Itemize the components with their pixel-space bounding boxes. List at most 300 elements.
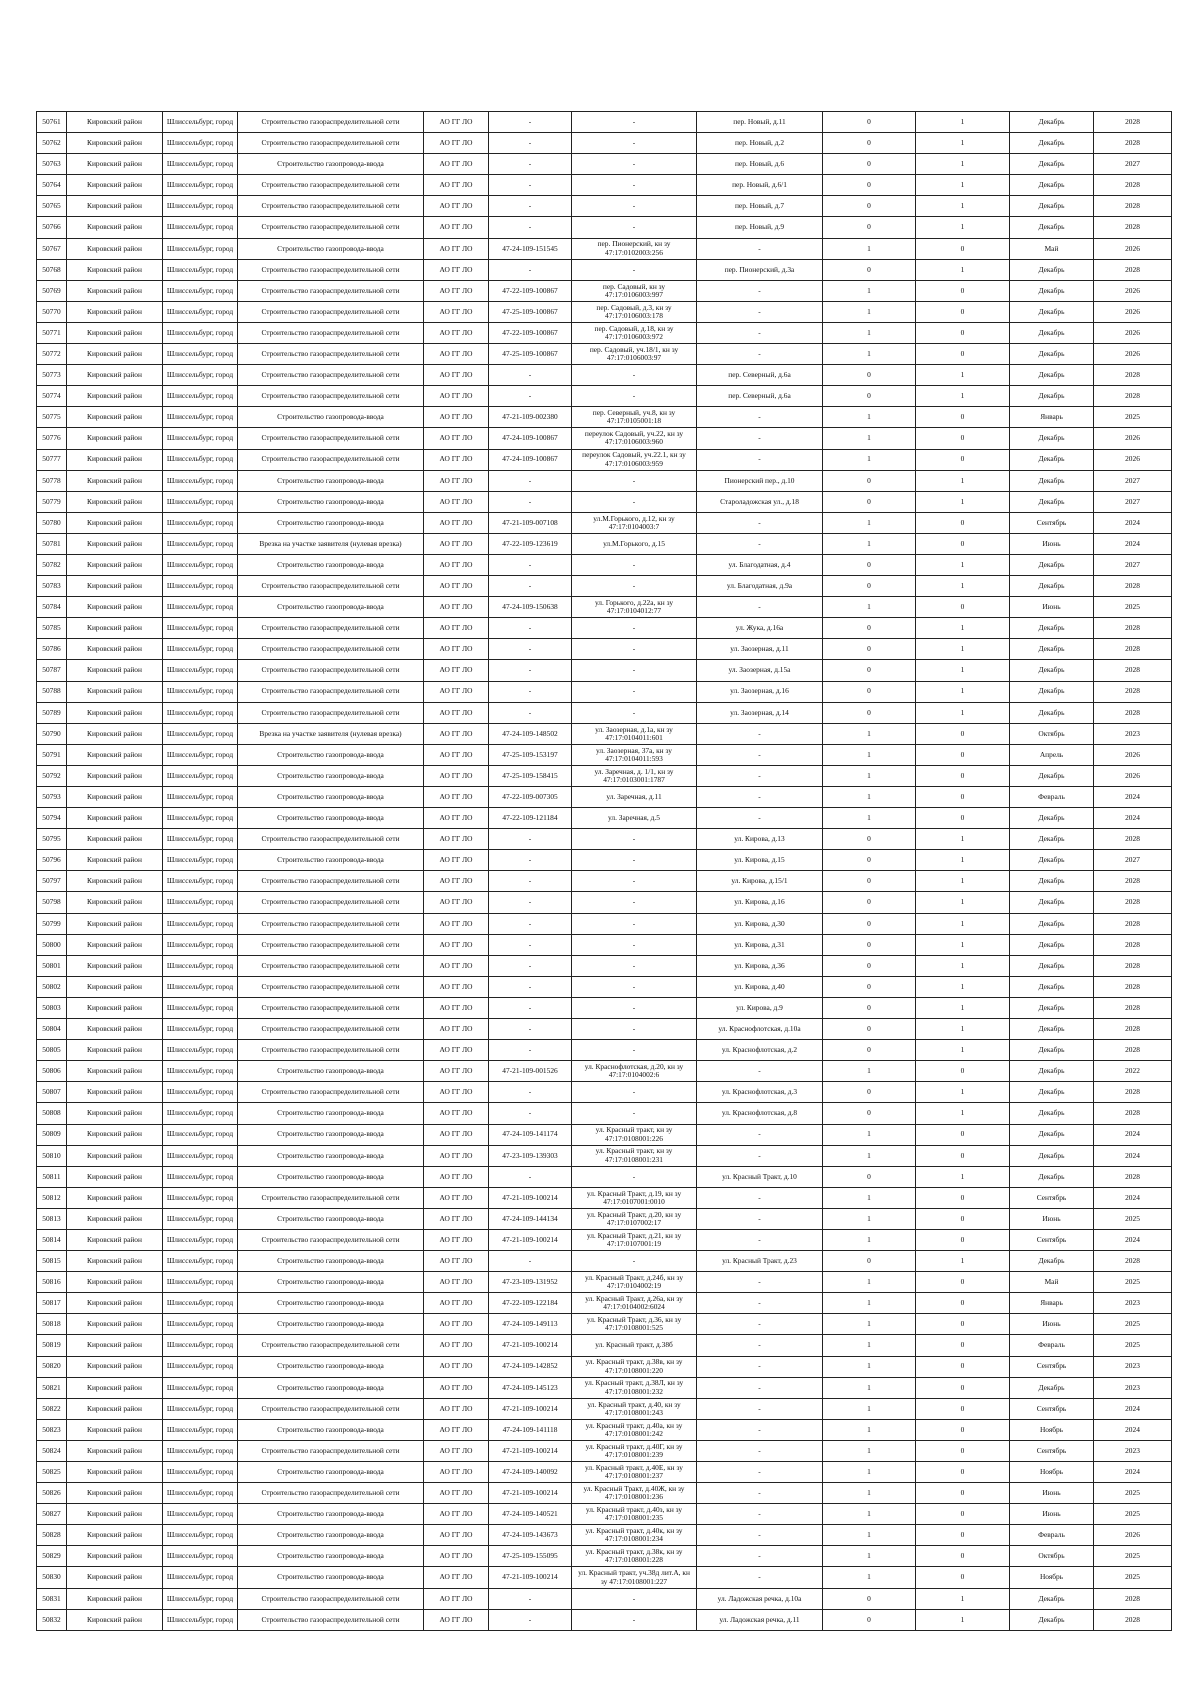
indicator-b-cell: 1 — [916, 259, 1010, 280]
district-cell: Кировский район — [67, 639, 163, 660]
permit-number-cell: 47-25-109-153197 — [489, 744, 572, 765]
row-id-cell: 50782 — [37, 554, 67, 575]
address-cell: ул. Кирова, д.16 — [697, 892, 823, 913]
work-type-cell: Строительство газораспределительной сети — [238, 365, 424, 386]
work-type-cell: Врезка на участке заявителя (нулевая врезка) — [238, 533, 424, 554]
address-cell: - — [697, 322, 823, 343]
month-cell: Декабрь — [1010, 1019, 1094, 1040]
plot-cadastral-cell: - — [572, 554, 697, 575]
month-cell: Декабрь — [1010, 702, 1094, 723]
work-type-cell: Строительство газораспределительной сети — [238, 133, 424, 154]
table-row — [37, 259, 1172, 280]
permit-number-cell: 47-21-109-100214 — [489, 1229, 572, 1250]
permit-number-cell: - — [489, 386, 572, 407]
address-cell: - — [697, 1419, 823, 1440]
year-cell: 2025 — [1094, 1567, 1172, 1588]
table-row — [37, 386, 1172, 407]
organization-cell: АО ГГ ЛО — [424, 280, 489, 301]
work-type-cell: Строительство газораспределительной сети — [238, 449, 424, 470]
indicator-b-cell: 0 — [916, 512, 1010, 533]
indicator-a-cell: 0 — [823, 660, 916, 681]
table-row — [37, 787, 1172, 808]
plot-cadastral-cell: - — [572, 491, 697, 512]
indicator-a-cell: 1 — [823, 723, 916, 744]
year-cell: 2024 — [1094, 1187, 1172, 1208]
address-cell: пер. Новый, д.6 — [697, 154, 823, 175]
permit-number-cell: 47-23-109-131952 — [489, 1272, 572, 1293]
organization-cell: АО ГГ ЛО — [424, 1525, 489, 1546]
table-row — [37, 365, 1172, 386]
organization-cell: АО ГГ ЛО — [424, 1293, 489, 1314]
work-type-cell: Строительство газораспределительной сети — [238, 1440, 424, 1461]
locality-cell: Шлиссельбург, город — [163, 934, 238, 955]
work-type-cell: Строительство газораспределительной сети — [238, 1082, 424, 1103]
locality-cell: Шлиссельбург, город — [163, 365, 238, 386]
indicator-b-cell: 1 — [916, 681, 1010, 702]
organization-cell: АО ГГ ЛО — [424, 576, 489, 597]
work-type-cell: Строительство газопровода-ввода — [238, 1145, 424, 1166]
organization-cell: АО ГГ ЛО — [424, 787, 489, 808]
indicator-a-cell: 1 — [823, 1293, 916, 1314]
plot-cadastral-cell: - — [572, 112, 697, 133]
locality-cell: Шлиссельбург, город — [163, 154, 238, 175]
year-cell: 2028 — [1094, 386, 1172, 407]
work-type-cell: Строительство газопровода-ввода — [238, 1377, 424, 1398]
permit-number-cell: 47-24-109-140092 — [489, 1462, 572, 1483]
indicator-b-cell: 1 — [916, 1103, 1010, 1124]
year-cell: 2025 — [1094, 1314, 1172, 1335]
permit-number-cell: - — [489, 1040, 572, 1061]
locality-cell: Шлиссельбург, город — [163, 1546, 238, 1567]
permit-number-cell: - — [489, 491, 572, 512]
permit-number-cell: 47-22-109-100867 — [489, 280, 572, 301]
month-cell: Сентябрь — [1010, 1229, 1094, 1250]
organization-cell: АО ГГ ЛО — [424, 871, 489, 892]
row-id-cell: 50832 — [37, 1609, 67, 1630]
month-cell: Декабрь — [1010, 618, 1094, 639]
month-cell: Декабрь — [1010, 112, 1094, 133]
district-cell: Кировский район — [67, 1314, 163, 1335]
year-cell: 2024 — [1094, 1462, 1172, 1483]
locality-cell: Шлиссельбург, город — [163, 259, 238, 280]
indicator-a-cell: 0 — [823, 154, 916, 175]
plot-cadastral-cell: - — [572, 997, 697, 1018]
locality-cell: Шлиссельбург, город — [163, 1398, 238, 1419]
address-cell: ул. Заозерная, д.14 — [697, 702, 823, 723]
district-cell: Кировский район — [67, 1525, 163, 1546]
row-id-cell: 50771 — [37, 322, 67, 343]
month-cell: Февраль — [1010, 1335, 1094, 1356]
district-cell: Кировский район — [67, 976, 163, 997]
organization-cell: АО ГГ ЛО — [424, 1208, 489, 1229]
organization-cell: АО ГГ ЛО — [424, 997, 489, 1018]
indicator-a-cell: 0 — [823, 1019, 916, 1040]
table-row — [37, 407, 1172, 428]
address-cell: - — [697, 723, 823, 744]
address-cell: ул. Заозерная, д.15а — [697, 660, 823, 681]
plot-cadastral-cell: ул. Красный тракт, д.38Л, кн зу 47:17:0108001:232 — [572, 1377, 697, 1398]
month-cell: Декабрь — [1010, 322, 1094, 343]
permit-number-cell: - — [489, 913, 572, 934]
row-id-cell: 50825 — [37, 1462, 67, 1483]
work-type-cell: Строительство газораспределительной сети — [238, 428, 424, 449]
district-cell: Кировский район — [67, 1103, 163, 1124]
plot-cadastral-cell: пер. Северный, уч.8, кн зу 47:17:0105001:18 — [572, 407, 697, 428]
work-type-cell: Врезка на участке заявителя (нулевая врезка) — [238, 723, 424, 744]
locality-cell: Шлиссельбург, город — [163, 1377, 238, 1398]
month-cell: Июнь — [1010, 533, 1094, 554]
plot-cadastral-cell: пер. Садовый, кн зу 47:17:0106003:997 — [572, 280, 697, 301]
indicator-a-cell: 1 — [823, 512, 916, 533]
permit-number-cell: 47-25-109-158415 — [489, 765, 572, 786]
indicator-a-cell: 1 — [823, 1272, 916, 1293]
indicator-a-cell: 0 — [823, 681, 916, 702]
table-row — [37, 1145, 1172, 1166]
address-cell: - — [697, 1356, 823, 1377]
year-cell: 2026 — [1094, 344, 1172, 365]
organization-cell: АО ГГ ЛО — [424, 1251, 489, 1272]
locality-cell: Шлиссельбург, город — [163, 1314, 238, 1335]
indicator-a-cell: 0 — [823, 470, 916, 491]
organization-cell: АО ГГ ЛО — [424, 512, 489, 533]
organization-cell: АО ГГ ЛО — [424, 386, 489, 407]
table-row — [37, 1335, 1172, 1356]
address-cell: - — [697, 1335, 823, 1356]
row-id-cell: 50807 — [37, 1082, 67, 1103]
month-cell: Декабрь — [1010, 1588, 1094, 1609]
month-cell: Декабрь — [1010, 850, 1094, 871]
address-cell: - — [697, 1061, 823, 1082]
month-cell: Декабрь — [1010, 1251, 1094, 1272]
district-cell: Кировский район — [67, 1166, 163, 1187]
table-row — [37, 871, 1172, 892]
table-row — [37, 639, 1172, 660]
district-cell: Кировский район — [67, 1356, 163, 1377]
work-type-cell: Строительство газораспределительной сети — [238, 997, 424, 1018]
month-cell: Январь — [1010, 1293, 1094, 1314]
address-cell: - — [697, 1504, 823, 1525]
locality-cell: Шлиссельбург, город — [163, 1019, 238, 1040]
year-cell: 2028 — [1094, 1082, 1172, 1103]
plot-cadastral-cell: - — [572, 934, 697, 955]
indicator-b-cell: 0 — [916, 1335, 1010, 1356]
year-cell: 2024 — [1094, 1145, 1172, 1166]
month-cell: Декабрь — [1010, 681, 1094, 702]
table-row — [37, 934, 1172, 955]
table-row — [37, 997, 1172, 1018]
indicator-a-cell: 0 — [823, 196, 916, 217]
indicator-b-cell: 1 — [916, 976, 1010, 997]
table-row — [37, 1208, 1172, 1229]
year-cell: 2028 — [1094, 1040, 1172, 1061]
address-cell: - — [697, 1525, 823, 1546]
permit-number-cell: - — [489, 175, 572, 196]
indicator-b-cell: 0 — [916, 428, 1010, 449]
indicator-a-cell: 0 — [823, 1609, 916, 1630]
indicator-a-cell: 1 — [823, 1525, 916, 1546]
row-id-cell: 50766 — [37, 217, 67, 238]
row-id-cell: 50808 — [37, 1103, 67, 1124]
month-cell: Декабрь — [1010, 976, 1094, 997]
month-cell: Декабрь — [1010, 1082, 1094, 1103]
locality-cell: Шлиссельбург, город — [163, 133, 238, 154]
locality-cell: Шлиссельбург, город — [163, 1525, 238, 1546]
month-cell: Декабрь — [1010, 1166, 1094, 1187]
table-row — [37, 238, 1172, 259]
organization-cell: АО ГГ ЛО — [424, 702, 489, 723]
table-row — [37, 1040, 1172, 1061]
indicator-b-cell: 1 — [916, 660, 1010, 681]
indicator-a-cell: 0 — [823, 934, 916, 955]
plot-cadastral-cell: - — [572, 133, 697, 154]
plot-cadastral-cell: ул.М.Горького, д.15 — [572, 533, 697, 554]
permit-number-cell: 47-21-109-001526 — [489, 1061, 572, 1082]
row-id-cell: 50812 — [37, 1187, 67, 1208]
indicator-b-cell: 0 — [916, 1124, 1010, 1145]
address-cell: - — [697, 597, 823, 618]
indicator-a-cell: 1 — [823, 533, 916, 554]
month-cell: Февраль — [1010, 787, 1094, 808]
work-type-cell: Строительство газопровода-ввода — [238, 407, 424, 428]
permit-number-cell: - — [489, 829, 572, 850]
year-cell: 2028 — [1094, 259, 1172, 280]
locality-cell: Шлиссельбург, город — [163, 512, 238, 533]
year-cell: 2023 — [1094, 1356, 1172, 1377]
organization-cell: АО ГГ ЛО — [424, 1145, 489, 1166]
indicator-b-cell: 0 — [916, 1440, 1010, 1461]
address-cell: ул. Кирова, д.15/1 — [697, 871, 823, 892]
row-id-cell: 50769 — [37, 280, 67, 301]
indicator-a-cell: 1 — [823, 1229, 916, 1250]
month-cell: Декабрь — [1010, 301, 1094, 322]
plot-cadastral-cell: - — [572, 618, 697, 639]
work-type-cell: Строительство газораспределительной сети — [238, 1187, 424, 1208]
locality-cell: Шлиссельбург, город — [163, 449, 238, 470]
locality-cell: Шлиссельбург, город — [163, 1419, 238, 1440]
address-cell: - — [697, 428, 823, 449]
month-cell: Декабрь — [1010, 554, 1094, 575]
plot-cadastral-cell: - — [572, 259, 697, 280]
month-cell: Декабрь — [1010, 997, 1094, 1018]
permit-number-cell: - — [489, 618, 572, 639]
indicator-a-cell: 1 — [823, 1335, 916, 1356]
permit-number-cell: 47-24-109-141174 — [489, 1124, 572, 1145]
indicator-a-cell: 0 — [823, 1166, 916, 1187]
year-cell: 2028 — [1094, 997, 1172, 1018]
plot-cadastral-cell: - — [572, 681, 697, 702]
indicator-a-cell: 1 — [823, 280, 916, 301]
table-row — [37, 196, 1172, 217]
year-cell: 2024 — [1094, 1419, 1172, 1440]
district-cell: Кировский район — [67, 449, 163, 470]
permit-number-cell: - — [489, 112, 572, 133]
table-row — [37, 217, 1172, 238]
work-type-cell: Строительство газопровода-ввода — [238, 1525, 424, 1546]
organization-cell: АО ГГ ЛО — [424, 1546, 489, 1567]
row-id-cell: 50763 — [37, 154, 67, 175]
row-id-cell: 50810 — [37, 1145, 67, 1166]
indicator-b-cell: 0 — [916, 787, 1010, 808]
permit-number-cell: 47-24-109-150638 — [489, 597, 572, 618]
address-cell: ул. Кирова, д.30 — [697, 913, 823, 934]
table-row — [37, 1187, 1172, 1208]
work-type-cell: Строительство газопровода-ввода — [238, 1208, 424, 1229]
gasification-table — [36, 111, 1172, 1631]
permit-number-cell: - — [489, 365, 572, 386]
district-cell: Кировский район — [67, 744, 163, 765]
district-cell: Кировский район — [67, 934, 163, 955]
permit-number-cell: 47-25-109-155095 — [489, 1546, 572, 1567]
work-type-cell: Строительство газораспределительной сети — [238, 175, 424, 196]
work-type-cell: Строительство газопровода-ввода — [238, 1272, 424, 1293]
plot-cadastral-cell: ул. Заречная, д.5 — [572, 808, 697, 829]
organization-cell: АО ГГ ЛО — [424, 491, 489, 512]
row-id-cell: 50800 — [37, 934, 67, 955]
indicator-b-cell: 1 — [916, 196, 1010, 217]
month-cell: Сентябрь — [1010, 512, 1094, 533]
permit-number-cell: 47-21-109-100214 — [489, 1335, 572, 1356]
table-row — [37, 1567, 1172, 1588]
work-type-cell: Строительство газораспределительной сети — [238, 1019, 424, 1040]
district-cell: Кировский район — [67, 1609, 163, 1630]
month-cell: Декабрь — [1010, 470, 1094, 491]
plot-cadastral-cell: - — [572, 955, 697, 976]
row-id-cell: 50793 — [37, 787, 67, 808]
table-row — [37, 322, 1172, 343]
month-cell: Декабрь — [1010, 259, 1094, 280]
district-cell: Кировский район — [67, 892, 163, 913]
locality-cell: Шлиссельбург, город — [163, 1040, 238, 1061]
work-type-cell: Строительство газопровода-ввода — [238, 1061, 424, 1082]
district-cell: Кировский район — [67, 1546, 163, 1567]
district-cell: Кировский район — [67, 1440, 163, 1461]
year-cell: 2024 — [1094, 1124, 1172, 1145]
address-cell: - — [697, 1462, 823, 1483]
month-cell: Декабрь — [1010, 196, 1094, 217]
district-cell: Кировский район — [67, 238, 163, 259]
address-cell: - — [697, 1187, 823, 1208]
row-id-cell: 50781 — [37, 533, 67, 554]
plot-cadastral-cell: пер. Садовый, уч.18/1, кн зу 47:17:0106003:97 — [572, 344, 697, 365]
indicator-b-cell: 1 — [916, 175, 1010, 196]
indicator-b-cell: 1 — [916, 1251, 1010, 1272]
indicator-b-cell: 0 — [916, 238, 1010, 259]
indicator-b-cell: 0 — [916, 1483, 1010, 1504]
address-cell: - — [697, 280, 823, 301]
work-type-cell: Строительство газораспределительной сети — [238, 112, 424, 133]
organization-cell: АО ГГ ЛО — [424, 1103, 489, 1124]
address-cell: - — [697, 1293, 823, 1314]
organization-cell: АО ГГ ЛО — [424, 1483, 489, 1504]
row-id-cell: 50804 — [37, 1019, 67, 1040]
table-row — [37, 1061, 1172, 1082]
year-cell: 2028 — [1094, 576, 1172, 597]
indicator-b-cell: 0 — [916, 1061, 1010, 1082]
plot-cadastral-cell: ул. Красный Тракт, д.21, кн зу 47:17:0107001:19 — [572, 1229, 697, 1250]
indicator-a-cell: 0 — [823, 639, 916, 660]
organization-cell: АО ГГ ЛО — [424, 1061, 489, 1082]
locality-cell: Шлиссельбург, город — [163, 660, 238, 681]
year-cell: 2028 — [1094, 1609, 1172, 1630]
locality-cell: Шлиссельбург, город — [163, 850, 238, 871]
locality-cell: Шлиссельбург, город — [163, 301, 238, 322]
indicator-a-cell: 1 — [823, 1356, 916, 1377]
month-cell: Декабрь — [1010, 576, 1094, 597]
month-cell: Декабрь — [1010, 913, 1094, 934]
indicator-a-cell: 0 — [823, 850, 916, 871]
work-type-cell: Строительство газопровода-ввода — [238, 1314, 424, 1335]
month-cell: Ноябрь — [1010, 1462, 1094, 1483]
district-cell: Кировский район — [67, 1419, 163, 1440]
address-cell: - — [697, 1440, 823, 1461]
district-cell: Кировский район — [67, 322, 163, 343]
locality-cell: Шлиссельбург, город — [163, 322, 238, 343]
year-cell: 2026 — [1094, 428, 1172, 449]
year-cell: 2028 — [1094, 913, 1172, 934]
row-id-cell: 50816 — [37, 1272, 67, 1293]
indicator-b-cell: 0 — [916, 1272, 1010, 1293]
table-row — [37, 1082, 1172, 1103]
organization-cell: АО ГГ ЛО — [424, 428, 489, 449]
year-cell: 2023 — [1094, 1377, 1172, 1398]
plot-cadastral-cell: ул. Красный тракт, д.40а, кн зу 47:17:0108001:242 — [572, 1419, 697, 1440]
plot-cadastral-cell: ул. Красный тракт, д.38в, кн зу 47:17:0108001:220 — [572, 1356, 697, 1377]
year-cell: 2027 — [1094, 850, 1172, 871]
work-type-cell: Строительство газораспределительной сети — [238, 301, 424, 322]
year-cell: 2028 — [1094, 955, 1172, 976]
indicator-a-cell: 1 — [823, 1145, 916, 1166]
year-cell: 2028 — [1094, 365, 1172, 386]
month-cell: Декабрь — [1010, 1609, 1094, 1630]
indicator-b-cell: 0 — [916, 449, 1010, 470]
address-cell: ул. Краснофлотская, д.3 — [697, 1082, 823, 1103]
address-cell: - — [697, 1124, 823, 1145]
month-cell: Сентябрь — [1010, 1187, 1094, 1208]
locality-cell: Шлиссельбург, город — [163, 1145, 238, 1166]
address-cell: - — [697, 1314, 823, 1335]
indicator-b-cell: 0 — [916, 597, 1010, 618]
indicator-b-cell: 1 — [916, 1040, 1010, 1061]
address-cell: ул. Заозерная, д.11 — [697, 639, 823, 660]
indicator-b-cell: 1 — [916, 554, 1010, 575]
indicator-a-cell: 1 — [823, 765, 916, 786]
indicator-a-cell: 1 — [823, 238, 916, 259]
indicator-a-cell: 1 — [823, 1124, 916, 1145]
indicator-a-cell: 1 — [823, 301, 916, 322]
permit-number-cell: - — [489, 871, 572, 892]
indicator-b-cell: 0 — [916, 1229, 1010, 1250]
work-type-cell: Строительство газораспределительной сети — [238, 681, 424, 702]
indicator-a-cell: 0 — [823, 976, 916, 997]
locality-cell: Шлиссельбург, город — [163, 1462, 238, 1483]
plot-cadastral-cell: ул. Красный тракт, д.40з, кн зу 47:17:0108001:235 — [572, 1504, 697, 1525]
indicator-b-cell: 0 — [916, 1504, 1010, 1525]
district-cell: Кировский район — [67, 723, 163, 744]
plot-cadastral-cell: - — [572, 892, 697, 913]
year-cell: 2026 — [1094, 449, 1172, 470]
permit-number-cell: 47-21-109-100214 — [489, 1483, 572, 1504]
indicator-b-cell: 0 — [916, 1419, 1010, 1440]
row-id-cell: 50803 — [37, 997, 67, 1018]
row-id-cell: 50820 — [37, 1356, 67, 1377]
plot-cadastral-cell: пер. Садовый, д.3, кн зу 47:17:0106003:178 — [572, 301, 697, 322]
district-cell: Кировский район — [67, 702, 163, 723]
year-cell: 2028 — [1094, 892, 1172, 913]
address-cell: ул. Краснофлотская, д.8 — [697, 1103, 823, 1124]
work-type-cell: Строительство газораспределительной сети — [238, 702, 424, 723]
indicator-b-cell: 0 — [916, 301, 1010, 322]
address-cell: - — [697, 1398, 823, 1419]
